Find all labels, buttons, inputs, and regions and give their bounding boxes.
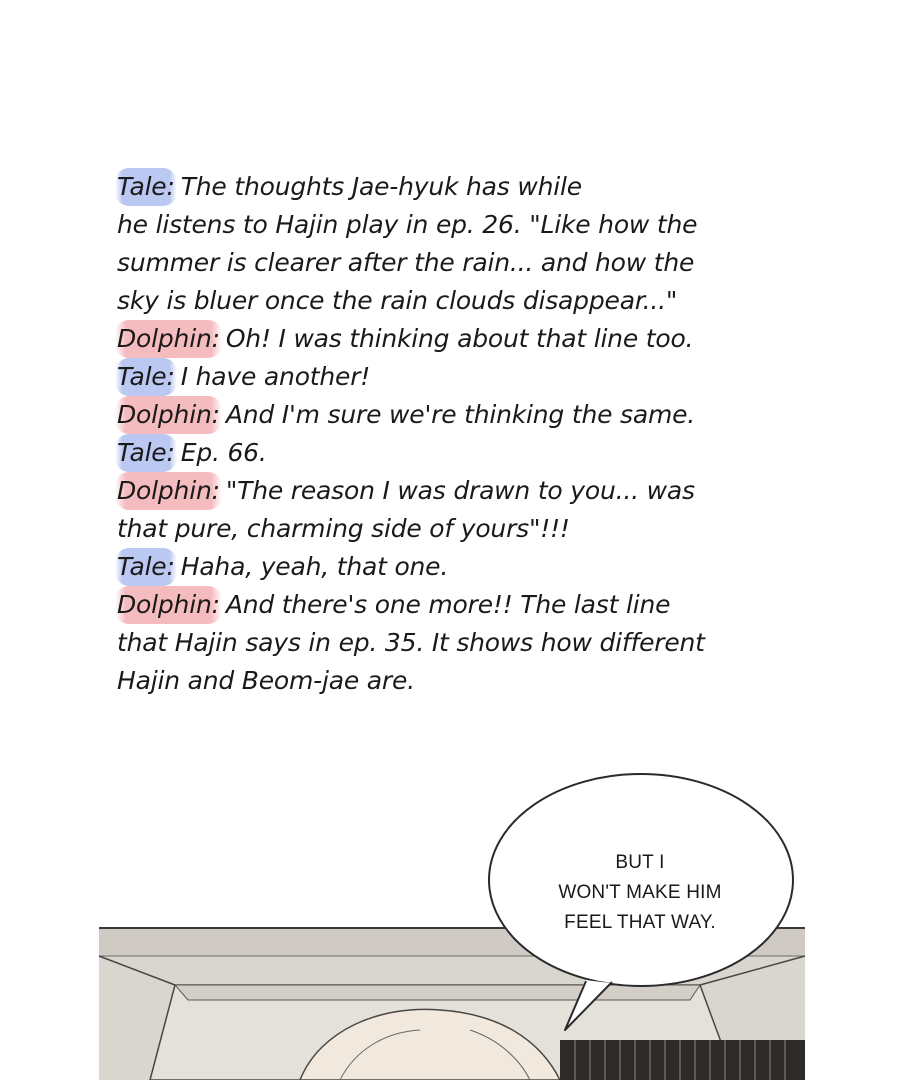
note-text: I have another! [180, 362, 371, 391]
note-text: Haha, yeah, that one. [180, 552, 449, 581]
note-text: sky is bluer once the rain clouds disappear..." [117, 286, 678, 315]
note-text: And there's one more!! The last line [225, 590, 671, 619]
note-line [117, 586, 817, 624]
note-line [117, 206, 817, 244]
speaker-label-tale: Tale: [115, 358, 177, 396]
note-text: summer is clearer after the rain... and how the [117, 248, 695, 277]
bubble-line-1: BUT I [615, 852, 665, 873]
note-line [117, 168, 817, 206]
speaker-label-dolphin: Dolphin: [115, 472, 222, 510]
note-line [117, 472, 817, 510]
note-text: "The reason I was drawn to you... was [225, 476, 695, 505]
speaker-label-tale: Tale: [115, 434, 177, 472]
note-text: The thoughts Jae-hyuk has while [180, 172, 582, 201]
note-line [117, 396, 817, 434]
speaker-label-dolphin: Dolphin: [115, 586, 222, 624]
note-text: Oh! I was thinking about that line too. [225, 324, 694, 353]
note-line [117, 358, 817, 396]
note-text: he listens to Hajin play in ep. 26. "Like how the [117, 210, 698, 239]
bubble-line-3: FEEL THAT WAY. [564, 912, 716, 933]
note-text: that Hajin says in ep. 35. It shows how different [117, 628, 705, 657]
note-line [117, 244, 817, 282]
speaker-label-tale: Tale: [115, 168, 177, 206]
note-text: Hajin and Beom-jae are. [117, 666, 415, 695]
note-line [117, 434, 817, 472]
note-line [117, 624, 817, 662]
author-notes [117, 168, 817, 700]
speech-bubble-text [520, 848, 760, 938]
note-text: And I'm sure we're thinking the same. [225, 400, 696, 429]
note-line [117, 320, 817, 358]
note-line [117, 510, 817, 548]
note-text: that pure, charming side of yours"!!! [117, 514, 570, 543]
note-line [117, 282, 817, 320]
speaker-label-dolphin: Dolphin: [115, 396, 222, 434]
speaker-label-tale: Tale: [115, 548, 177, 586]
note-line [117, 662, 817, 700]
note-line [117, 548, 817, 586]
note-text: Ep. 66. [180, 438, 267, 467]
bubble-line-2: WON'T MAKE HIM [558, 882, 722, 903]
speaker-label-dolphin: Dolphin: [115, 320, 222, 358]
